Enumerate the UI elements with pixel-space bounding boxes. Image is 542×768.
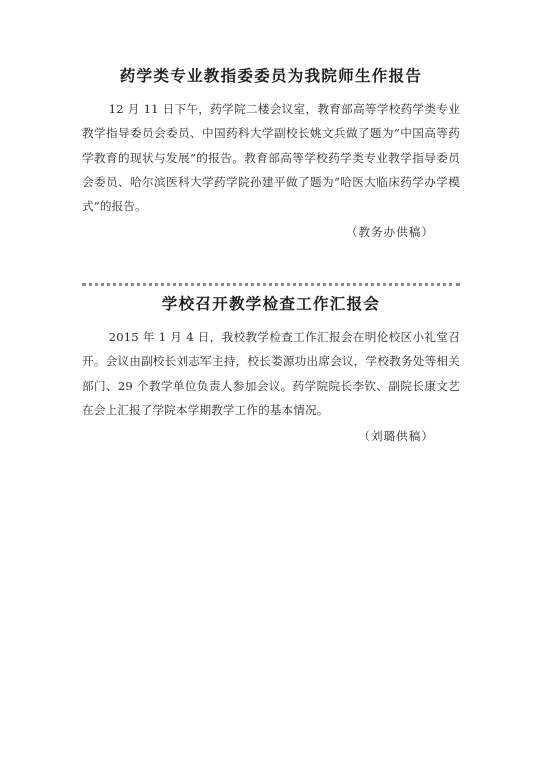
article-2-credit: （刘璐供稿） xyxy=(358,429,434,444)
article-2-title: 学校召开教学检查工作汇报会 xyxy=(161,295,381,313)
news-article-1 xyxy=(82,65,460,244)
article-1-credit: （教务办供稿） xyxy=(345,225,434,240)
article-1-title: 药学类专业教指委委员为我院师生作报告 xyxy=(119,67,423,85)
article-2-body: 2015 年 1 月 4 日，我校教学检查工作汇报会在明伦校区小礼堂召开。会议由副校长刘志军主持，校长娄源功出席会议，学校教务处等相关部门、29 个教学单位负责人参加会议。药学院院长李钦、副院长康文艺在会上汇报了学院本学期教学工作的基本情况。 xyxy=(82,330,460,417)
news-article-2 xyxy=(82,293,460,448)
article-divider xyxy=(82,283,460,286)
article-1-body: 12 月 11 日下午，药学院二楼会议室，教育部高等学校药学类专业教学指导委员会委员、中国药科大学副校长姚文兵做了题为“中国高等药学教育的现状与发展”的报告。教育部高等学校药学类专业教学指导委员会委员、哈尔滨医科大学药学院孙建平做了题为“哈医大临床药学办学模式”的报告。 xyxy=(82,102,460,214)
